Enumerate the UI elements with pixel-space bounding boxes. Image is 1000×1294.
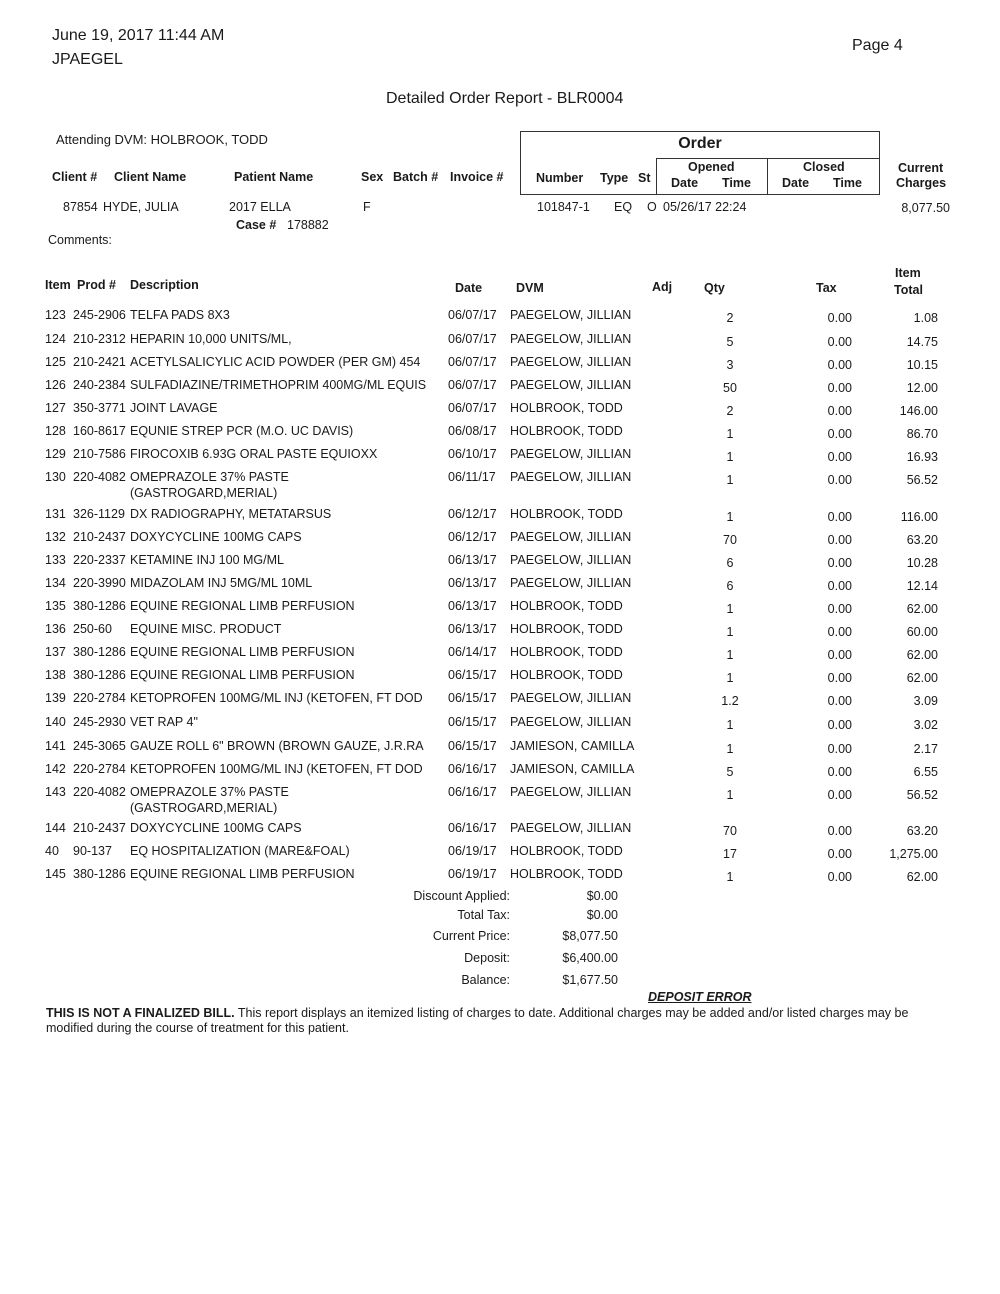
table-row <box>0 424 1000 446</box>
client-number: 87854 <box>63 200 98 214</box>
item-dvm: HOLBROOK, TODD <box>510 668 623 682</box>
item-number: 137 <box>45 645 66 659</box>
product-number: 250-60 <box>73 622 112 636</box>
item-tax: 0.00 <box>827 824 852 838</box>
item-date: 06/15/17 <box>448 739 497 753</box>
disclaimer-bold: THIS IS NOT A FINALIZED BILL. <box>46 1006 235 1020</box>
item-date: 06/13/17 <box>448 576 497 590</box>
table-row <box>0 739 1000 761</box>
table-row <box>0 821 1000 843</box>
item-number: 141 <box>45 739 66 753</box>
product-number: 380-1286 <box>73 867 126 881</box>
col-date: Date <box>455 281 483 295</box>
item-total: 1.08 <box>913 311 938 325</box>
table-row <box>0 668 1000 690</box>
item-description: VET RAP 4" <box>130 715 198 729</box>
item-qty: 2 <box>726 404 734 418</box>
item-number: 135 <box>45 599 66 613</box>
item-dvm: PAEGELOW, JILLIAN <box>510 553 632 567</box>
item-description: GAUZE ROLL 6" BROWN (BROWN GAUZE, J.R.RA <box>130 739 424 753</box>
item-date: 06/12/17 <box>448 530 497 544</box>
patient-sex: F <box>363 200 371 214</box>
summary-label: Total Tax: <box>457 908 510 922</box>
table-row <box>0 762 1000 784</box>
item-tax: 0.00 <box>827 671 852 685</box>
item-tax: 0.00 <box>827 625 852 639</box>
item-description-line2: (GASTROGARD,MERIAL) <box>130 486 278 500</box>
item-number: 145 <box>45 867 66 881</box>
item-date: 06/07/17 <box>448 401 497 415</box>
table-row <box>0 447 1000 469</box>
col-item-total-1: Item <box>895 266 921 280</box>
item-total: 3.09 <box>913 694 938 708</box>
item-number: 134 <box>45 576 66 590</box>
order-status: O <box>647 200 657 214</box>
item-qty: 1 <box>726 625 734 639</box>
col-closed-date: Date <box>782 176 810 190</box>
item-number: 139 <box>45 691 66 705</box>
summary-value: $0.00 <box>586 908 618 922</box>
summary-label: Balance: <box>461 973 510 987</box>
item-qty: 6 <box>726 556 734 570</box>
item-total: 10.15 <box>906 358 938 372</box>
item-description: OMEPRAZOLE 37% PASTE <box>130 785 289 799</box>
item-dvm: PAEGELOW, JILLIAN <box>510 470 632 484</box>
item-date: 06/07/17 <box>448 355 497 369</box>
item-date: 06/10/17 <box>448 447 497 461</box>
item-total: 14.75 <box>906 335 938 349</box>
item-qty: 1 <box>726 788 734 802</box>
current-charges: 8,077.50 <box>901 201 950 215</box>
item-total: 62.00 <box>906 602 938 616</box>
client-name: HYDE, JULIA <box>103 200 179 214</box>
item-number: 125 <box>45 355 66 369</box>
item-date: 06/15/17 <box>448 715 497 729</box>
item-number: 133 <box>45 553 66 567</box>
item-dvm: PAEGELOW, JILLIAN <box>510 530 632 544</box>
item-dvm: PAEGELOW, JILLIAN <box>510 378 632 392</box>
item-description: EQUINE REGIONAL LIMB PERFUSION <box>130 867 355 881</box>
item-description: FIROCOXIB 6.93G ORAL PASTE EQUIOXX <box>130 447 378 461</box>
col-number: Number <box>536 171 584 185</box>
table-row <box>0 470 1000 500</box>
item-total: 60.00 <box>906 625 938 639</box>
item-description: KETAMINE INJ 100 MG/ML <box>130 553 284 567</box>
item-tax: 0.00 <box>827 381 852 395</box>
item-tax: 0.00 <box>827 718 852 732</box>
summary-label: Discount Applied: <box>413 889 510 903</box>
col-qty: Qty <box>704 281 725 295</box>
item-number: 130 <box>45 470 66 484</box>
item-date: 06/19/17 <box>448 867 497 881</box>
item-tax: 0.00 <box>827 427 852 441</box>
summary-value: $1,677.50 <box>562 973 618 987</box>
item-total: 6.55 <box>913 765 938 779</box>
table-row <box>0 401 1000 423</box>
item-description: EQUINE REGIONAL LIMB PERFUSION <box>130 599 355 613</box>
item-dvm: PAEGELOW, JILLIAN <box>510 332 632 346</box>
table-row <box>0 867 1000 889</box>
product-number: 326-1129 <box>73 507 125 521</box>
item-date: 06/19/17 <box>448 844 497 858</box>
item-total: 10.28 <box>906 556 938 570</box>
item-number: 142 <box>45 762 66 776</box>
item-tax: 0.00 <box>827 579 852 593</box>
item-description: EQUINE REGIONAL LIMB PERFUSION <box>130 668 355 682</box>
item-description: EQUINE REGIONAL LIMB PERFUSION <box>130 645 355 659</box>
patient-name: 2017 ELLA <box>229 200 291 214</box>
summary-value: $8,077.50 <box>562 929 618 943</box>
item-tax: 0.00 <box>827 765 852 779</box>
col-prod: Prod # <box>77 278 116 292</box>
table-row <box>0 576 1000 598</box>
item-qty: 1 <box>726 671 734 685</box>
table-row <box>0 530 1000 552</box>
item-total: 56.52 <box>906 473 938 487</box>
item-date: 06/15/17 <box>448 668 497 682</box>
col-adj: Adj <box>652 280 673 294</box>
product-number: 350-3771 <box>73 401 126 415</box>
order-heading: Order <box>678 135 722 152</box>
item-description: DX RADIOGRAPHY, METATARSUS <box>130 507 332 521</box>
product-number: 210-2437 <box>73 530 126 544</box>
item-dvm: HOLBROOK, TODD <box>510 844 623 858</box>
item-total: 62.00 <box>906 870 938 884</box>
item-qty: 1 <box>726 602 734 616</box>
item-dvm: PAEGELOW, JILLIAN <box>510 308 632 322</box>
order-number: 101847-1 <box>537 200 590 214</box>
item-dvm: HOLBROOK, TODD <box>510 507 623 521</box>
item-date: 06/08/17 <box>448 424 497 438</box>
item-total: 116.00 <box>900 510 938 524</box>
table-row <box>0 308 1000 330</box>
item-total: 12.00 <box>906 381 938 395</box>
item-total: 62.00 <box>906 671 938 685</box>
item-description: KETOPROFEN 100MG/ML INJ (KETOFEN, FT DOD <box>130 691 423 705</box>
item-qty: 6 <box>726 579 734 593</box>
item-number: 129 <box>45 447 66 461</box>
item-dvm: JAMIESON, CAMILLA <box>510 762 635 776</box>
item-dvm: HOLBROOK, TODD <box>510 645 623 659</box>
col-charges: Charges <box>896 176 947 190</box>
product-number: 245-3065 <box>73 739 126 753</box>
summary-label: Current Price: <box>432 929 510 943</box>
product-number: 220-3990 <box>73 576 126 590</box>
item-number: 128 <box>45 424 66 438</box>
item-qty: 3 <box>726 358 734 372</box>
product-number: 380-1286 <box>73 668 126 682</box>
item-tax: 0.00 <box>827 311 852 325</box>
col-item: Item <box>45 278 71 292</box>
item-dvm: HOLBROOK, TODD <box>510 401 623 415</box>
item-description: OMEPRAZOLE 37% PASTE <box>130 470 289 484</box>
item-dvm: PAEGELOW, JILLIAN <box>510 355 632 369</box>
case-label: Case # <box>236 218 277 232</box>
item-total: 62.00 <box>906 648 938 662</box>
item-dvm: PAEGELOW, JILLIAN <box>510 715 632 729</box>
col-opened-date: Date <box>671 176 699 190</box>
attending-dvm: Attending DVM: HOLBROOK, TODD <box>56 132 268 147</box>
table-row <box>0 645 1000 667</box>
product-number: 210-2421 <box>73 355 126 369</box>
item-number: 127 <box>45 401 66 415</box>
item-number: 143 <box>45 785 66 799</box>
table-row <box>0 507 1000 529</box>
col-client-num: Client # <box>52 170 98 184</box>
order-opened: 05/26/17 22:24 <box>663 200 747 214</box>
deposit-error: DEPOSIT ERROR <box>648 990 752 1004</box>
item-number: 132 <box>45 530 66 544</box>
item-total: 86.70 <box>906 427 938 441</box>
item-description-line2: (GASTROGARD,MERIAL) <box>130 801 278 815</box>
col-sex: Sex <box>361 170 384 184</box>
item-dvm: PAEGELOW, JILLIAN <box>510 821 632 835</box>
product-number: 220-2337 <box>73 553 126 567</box>
product-number: 220-2784 <box>73 762 126 776</box>
item-dvm: HOLBROOK, TODD <box>510 424 623 438</box>
item-tax: 0.00 <box>827 450 852 464</box>
product-number: 220-4082 <box>73 470 126 484</box>
report-datetime: June 19, 2017 11:44 AM <box>52 27 225 44</box>
product-number: 240-2384 <box>73 378 126 392</box>
summary-value: $6,400.00 <box>562 951 618 965</box>
item-qty: 1 <box>726 427 734 441</box>
table-row <box>0 785 1000 815</box>
item-date: 06/15/17 <box>448 691 497 705</box>
table-row <box>0 355 1000 377</box>
item-tax: 0.00 <box>827 404 852 418</box>
product-number: 160-8617 <box>73 424 126 438</box>
item-date: 06/13/17 <box>448 553 497 567</box>
item-number: 140 <box>45 715 66 729</box>
disclaimer-text: This report displays an itemized listing of charges to date. Additional charges may be added and/or listed charges may be modified during the course of treatment for this patient. <box>46 1006 909 1035</box>
item-qty: 70 <box>723 824 737 838</box>
product-number: 90-137 <box>73 844 112 858</box>
opened-heading: Opened <box>688 160 735 174</box>
item-date: 06/07/17 <box>448 308 497 322</box>
item-tax: 0.00 <box>827 335 852 349</box>
disclaimer <box>46 1006 956 1036</box>
summary-value: $0.00 <box>586 889 618 903</box>
item-qty: 1 <box>726 510 734 524</box>
item-tax: 0.00 <box>827 510 852 524</box>
item-date: 06/07/17 <box>448 378 497 392</box>
table-row <box>0 553 1000 575</box>
product-number: 245-2906 <box>73 308 126 322</box>
item-dvm: JAMIESON, CAMILLA <box>510 739 635 753</box>
item-tax: 0.00 <box>827 602 852 616</box>
item-total: 12.14 <box>906 579 938 593</box>
item-date: 06/13/17 <box>448 599 497 613</box>
item-number: 123 <box>45 308 66 322</box>
item-date: 06/12/17 <box>448 507 497 521</box>
order-divider-v2 <box>767 158 768 194</box>
item-total: 1,275.00 <box>889 847 938 861</box>
product-number: 210-2312 <box>73 332 126 346</box>
item-qty: 70 <box>723 533 737 547</box>
item-qty: 1.2 <box>721 694 739 708</box>
col-current: Current <box>898 161 944 175</box>
item-total: 146.00 <box>899 404 938 418</box>
report-user: JPAEGEL <box>52 51 123 68</box>
item-qty: 1 <box>726 648 734 662</box>
item-date: 06/16/17 <box>448 821 497 835</box>
product-number: 210-7586 <box>73 447 126 461</box>
item-date: 06/14/17 <box>448 645 497 659</box>
item-dvm: PAEGELOW, JILLIAN <box>510 691 632 705</box>
col-item-total-2: Total <box>894 283 923 297</box>
col-patient-name: Patient Name <box>234 170 314 184</box>
table-row <box>0 332 1000 354</box>
col-invoice: Invoice # <box>450 170 504 184</box>
product-number: 380-1286 <box>73 599 126 613</box>
comments-label: Comments: <box>48 233 112 247</box>
item-tax: 0.00 <box>827 847 852 861</box>
item-number: 40 <box>45 844 59 858</box>
item-qty: 1 <box>726 718 734 732</box>
table-row <box>0 599 1000 621</box>
col-status: St <box>638 171 651 185</box>
item-description: HEPARIN 10,000 UNITS/ML, <box>130 332 292 346</box>
item-number: 138 <box>45 668 66 682</box>
col-tax: Tax <box>816 281 837 295</box>
item-tax: 0.00 <box>827 870 852 884</box>
item-dvm: PAEGELOW, JILLIAN <box>510 447 632 461</box>
item-qty: 1 <box>726 450 734 464</box>
item-date: 06/16/17 <box>448 762 497 776</box>
item-date: 06/07/17 <box>448 332 497 346</box>
item-tax: 0.00 <box>827 648 852 662</box>
item-number: 144 <box>45 821 66 835</box>
item-tax: 0.00 <box>827 358 852 372</box>
page-number: Page 4 <box>852 37 903 54</box>
item-total: 3.02 <box>913 718 938 732</box>
item-total: 63.20 <box>906 824 938 838</box>
item-tax: 0.00 <box>827 694 852 708</box>
item-date: 06/11/17 <box>448 470 496 484</box>
item-qty: 5 <box>726 765 734 779</box>
item-description: MIDAZOLAM INJ 5MG/ML 10ML <box>130 576 313 590</box>
item-number: 126 <box>45 378 66 392</box>
col-closed-time: Time <box>833 176 862 190</box>
col-dvm: DVM <box>516 281 544 295</box>
item-description: DOXYCYCLINE 100MG CAPS <box>130 530 302 544</box>
item-qty: 5 <box>726 335 734 349</box>
col-client-name: Client Name <box>114 170 187 184</box>
col-description: Description <box>130 278 199 292</box>
table-row <box>0 378 1000 400</box>
item-number: 136 <box>45 622 66 636</box>
item-total: 2.17 <box>913 742 938 756</box>
item-description: EQUNIE STREP PCR (M.O. UC DAVIS) <box>130 424 354 438</box>
item-qty: 17 <box>723 847 737 861</box>
product-number: 210-2437 <box>73 821 126 835</box>
item-date: 06/13/17 <box>448 622 497 636</box>
item-dvm: HOLBROOK, TODD <box>510 867 623 881</box>
item-dvm: HOLBROOK, TODD <box>510 599 623 613</box>
item-dvm: HOLBROOK, TODD <box>510 622 623 636</box>
case-number: 178882 <box>287 218 329 232</box>
col-opened-time: Time <box>722 176 751 190</box>
report-title: Detailed Order Report - BLR0004 <box>386 90 624 107</box>
item-description: EQUINE MISC. PRODUCT <box>130 622 282 636</box>
product-number: 220-2784 <box>73 691 126 705</box>
product-number: 380-1286 <box>73 645 126 659</box>
item-description: KETOPROFEN 100MG/ML INJ (KETOFEN, FT DOD <box>130 762 423 776</box>
item-tax: 0.00 <box>827 533 852 547</box>
table-row <box>0 691 1000 713</box>
table-row <box>0 622 1000 644</box>
item-description: DOXYCYCLINE 100MG CAPS <box>130 821 302 835</box>
summary-label: Deposit: <box>464 951 510 965</box>
item-description: TELFA PADS 8X3 <box>130 308 230 322</box>
item-description: EQ HOSPITALIZATION (MARE&FOAL) <box>130 844 350 858</box>
item-number: 124 <box>45 332 66 346</box>
closed-heading: Closed <box>803 160 845 174</box>
order-divider-v1 <box>656 158 657 194</box>
item-qty: 1 <box>726 473 734 487</box>
item-total: 63.20 <box>906 533 938 547</box>
item-description: JOINT LAVAGE <box>130 401 218 415</box>
item-dvm: PAEGELOW, JILLIAN <box>510 576 632 590</box>
item-qty: 2 <box>726 311 734 325</box>
item-description: ACETYLSALICYLIC ACID POWDER (PER GM) 454 <box>130 355 421 369</box>
item-date: 06/16/17 <box>448 785 497 799</box>
item-total: 16.93 <box>906 450 938 464</box>
table-row <box>0 844 1000 866</box>
item-qty: 1 <box>726 870 734 884</box>
item-dvm: PAEGELOW, JILLIAN <box>510 785 632 799</box>
item-total: 56.52 <box>906 788 938 802</box>
col-batch: Batch # <box>393 170 439 184</box>
table-row <box>0 715 1000 737</box>
item-tax: 0.00 <box>827 556 852 570</box>
col-type: Type <box>600 171 629 185</box>
item-tax: 0.00 <box>827 742 852 756</box>
item-tax: 0.00 <box>827 473 852 487</box>
item-tax: 0.00 <box>827 788 852 802</box>
item-number: 131 <box>45 507 66 521</box>
item-description: SULFADIAZINE/TRIMETHOPRIM 400MG/ML EQUIS <box>130 378 427 392</box>
item-qty: 50 <box>723 381 737 395</box>
product-number: 245-2930 <box>73 715 126 729</box>
product-number: 220-4082 <box>73 785 126 799</box>
order-type: EQ <box>614 200 633 214</box>
item-qty: 1 <box>726 742 734 756</box>
